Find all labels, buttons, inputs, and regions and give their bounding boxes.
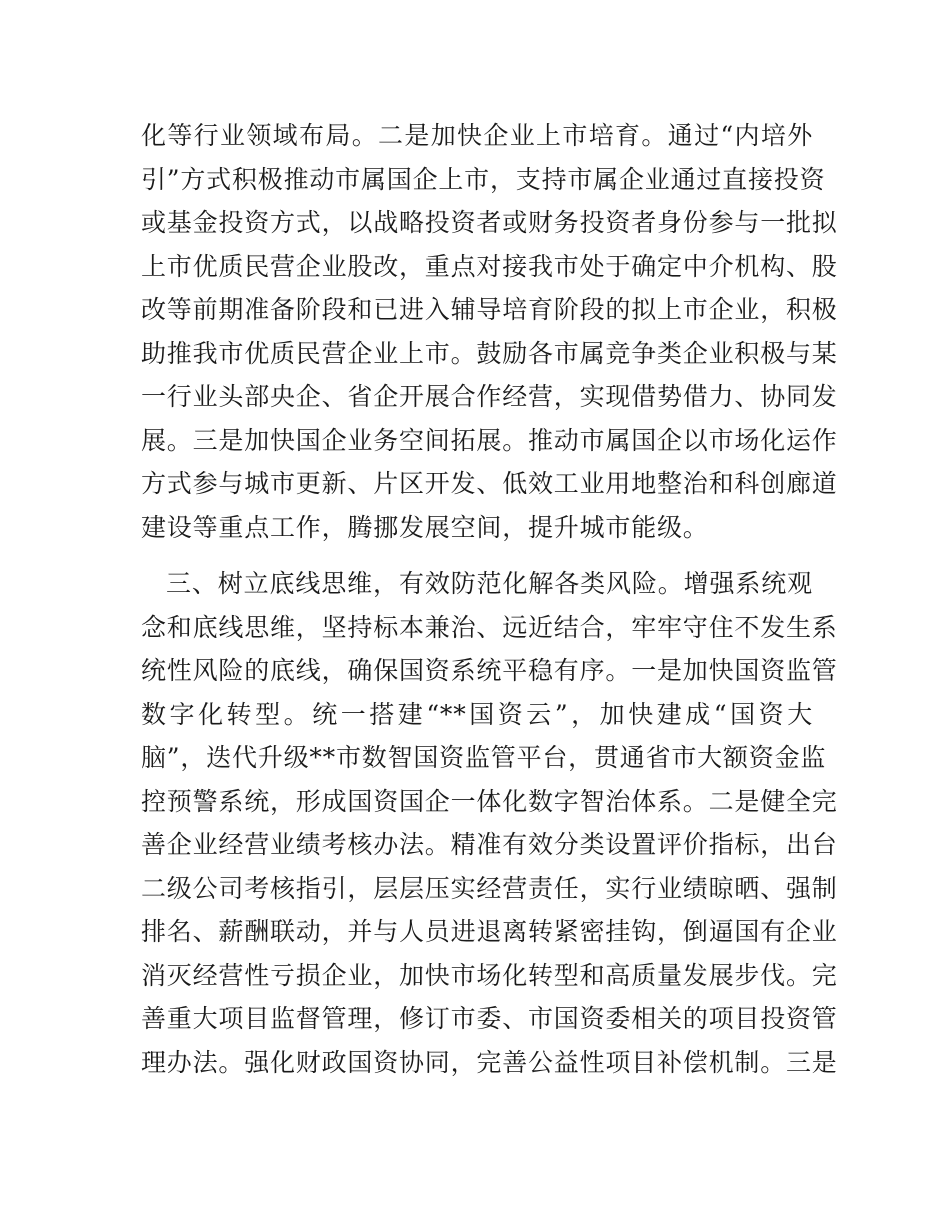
text-line: 消灭经营性亏损企业，加快市场化转型和高质量发展步伐。完 [141,960,838,990]
text-line: 方式参与城市更新、片区开发、低效工业用地整治和科创廊道 [141,469,838,498]
text-line: 引”方式积极推动市属国企上市，支持市属企业通过直接投资 [141,164,826,194]
text-line: 改等前期准备阶段和已进入辅导培育阶段的拟上市企业，积极 [141,295,838,324]
text-line: 数字化转型。统一搭建“**国资云”，加快建成“国资大 [141,699,813,729]
text-line: 建设等重点工作，腾挪发展空间，提升城市能级。 [141,512,709,542]
text-line: 理办法。强化财政国资协同，完善公益性项目补偿机制。三是 [141,1047,838,1077]
text-line: 控预警系统，形成国资国企一体化数字智治体系。二是健全完 [141,786,838,816]
text-line: 或基金投资方式，以战略投资者或财务投资者身份参与一批拟 [141,208,838,237]
text-line: 念和底线思维，坚持标本兼治、远近结合，牢牢守住不发生系 [141,612,838,642]
text-line: 助推我市优质民营企业上市。鼓励各市属竞争类企业积极与某 [141,338,838,368]
text-line: 一行业头部央企、省企开展合作经营，实现借势借力、协同发 [141,382,838,411]
text-line-indented: 三、树立底线思维，有效防范化解各类风险。增强系统观 [166,569,813,598]
text-line: 二级公司考核指引，层层压实经营责任，实行业绩晾晒、强制 [141,873,838,903]
paragraph-1 [141,114,838,549]
text-line: 展。三是加快国企业务空间拓展。推动市属国企以市场化运作 [141,425,838,455]
text-line: 上市优质民营企业股改，重点对接我市处于确定中介机构、股 [141,251,838,281]
text-line: 善重大项目监督管理，修订市委、市国资委相关的项目投资管 [141,1004,838,1033]
text-line: 统性风险的底线，确保国资系统平稳有序。一是加快国资监管 [141,656,838,685]
text-line: 排名、薪酬联动，并与人员进退离转紧密挂钩，倒逼国有企业 [141,917,838,946]
text-line: 化等行业领域布局。二是加快企业上市培育。通过“内培外 [141,121,813,150]
text-line: 脑”，迭代升级**市数智国资监管平台，贯通省市大额资金监 [141,743,827,772]
paragraph-2 [141,562,838,1084]
text-line: 善企业经营业绩考核办法。精准有效分类设置评价指标，出台 [141,830,838,859]
